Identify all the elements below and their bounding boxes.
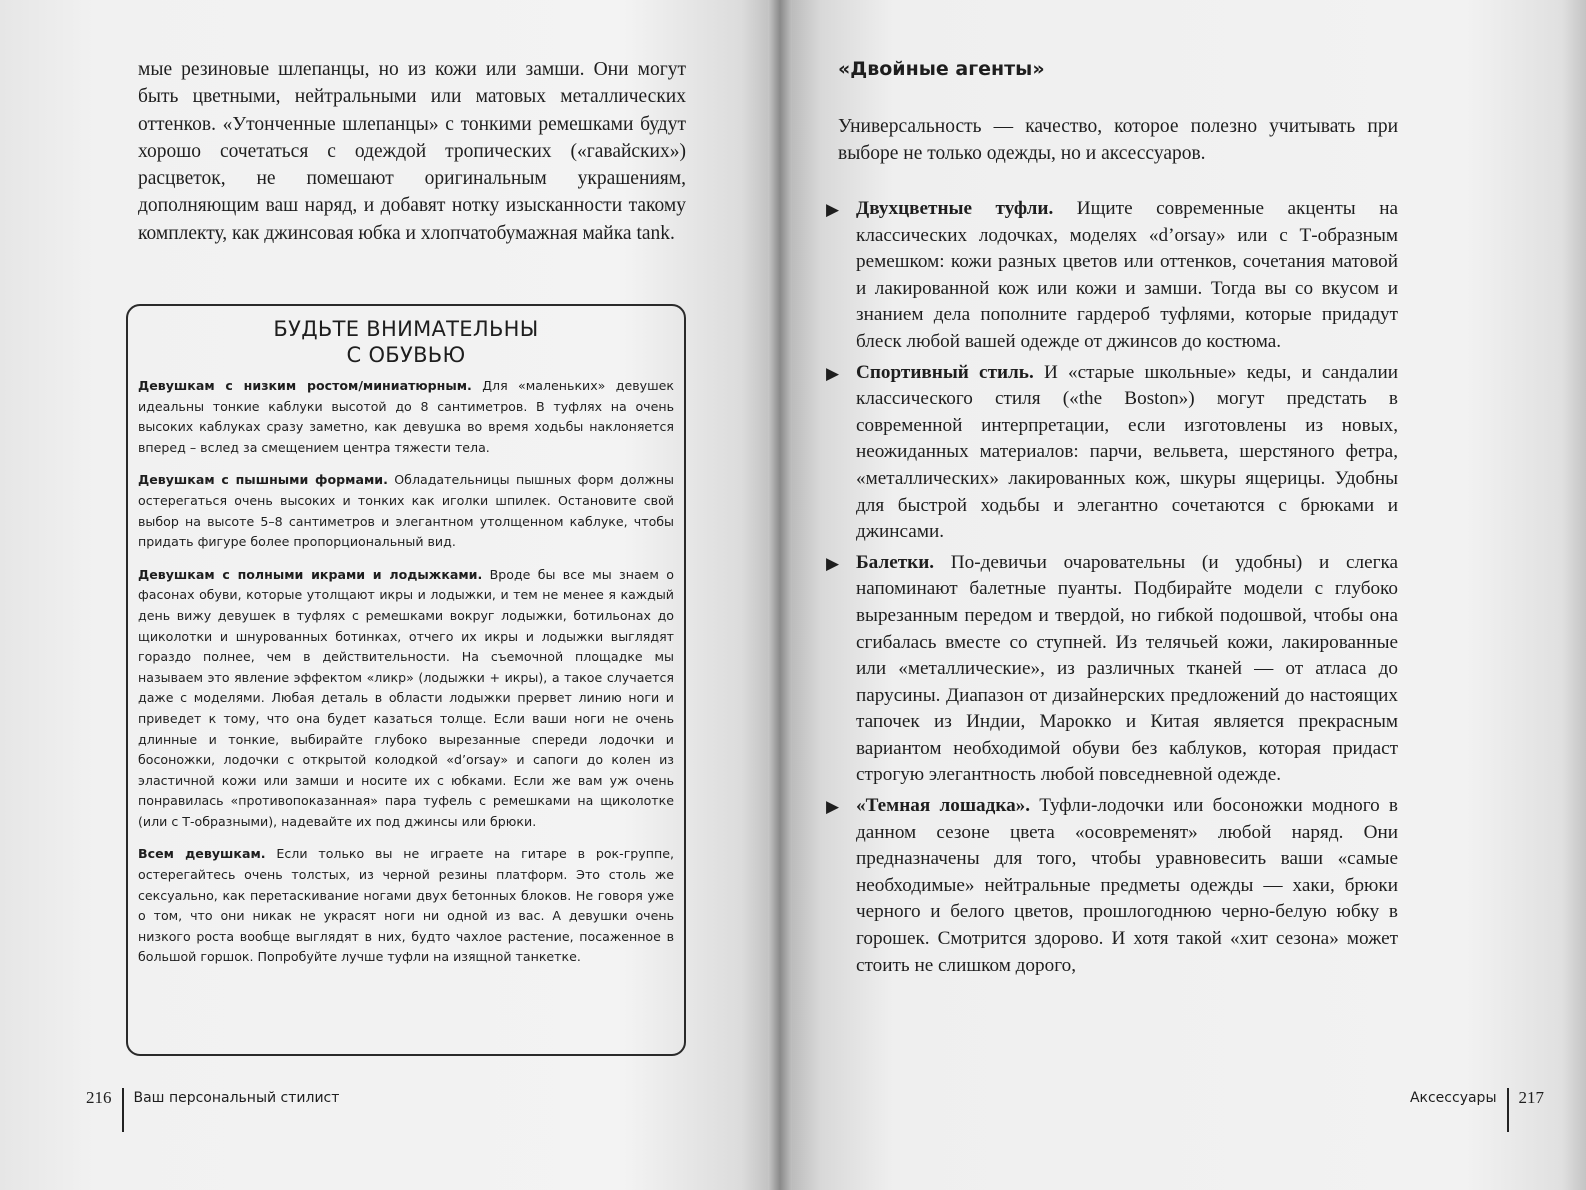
bullet-lead: «Темная лошадка». <box>856 795 1031 817</box>
sidebar-box <box>126 304 686 1056</box>
sidebar-paragraph-lead: Всем девушкам. <box>138 846 266 862</box>
sidebar-paragraph-lead: Девушкам с полными икрами и лодыжками. <box>138 566 483 582</box>
sidebar-title <box>138 316 674 368</box>
bullet-list <box>822 196 1398 983</box>
triangle-bullet-icon: ▶ <box>826 553 840 573</box>
sidebar-paragraph <box>138 470 674 552</box>
list-item <box>822 196 1398 356</box>
bullet-lead: Спортивный стиль. <box>856 361 1034 383</box>
left-footer <box>86 1088 339 1132</box>
section-heading: «Двойные агенты» <box>838 58 1045 80</box>
running-title: Аксессуары <box>1409 1090 1497 1106</box>
sidebar-paragraph-text: Вроде бы все мы знаем о фасонах обуви, которые утолщают икры и лодыжки, и тем не менее я каждый день вижу девушек в туфлях с ремешками вокруг лодыжки, ботильонах до щиколотки и шнурованных ботинках, отчего их икры и лодыжки выглядят гораздо полнее, чем в действительности. На съемочной площадке мы называем это явление эффектом «ликр» (лодыжки + икры), а такое случается даже с моделями. Любая деталь в области лодыжки прервет линию ноги и приведет к тому, что она будет казаться толще. Если ваши ноги не очень длинные и тонкие, выбирайте глубоко вырезанные спереди лодочки и босоножки, лодочки с открытой колодкой «d’orsay» и сапоги до колен из эластичной кожи или замши и носите их с юбками. Если же вам уж очень понравилась «противопоказанная» пара туфель с ремешками на щиколотке (или с Т-образными), надевайте их под джинсы или брюки. <box>138 566 674 829</box>
bullet-text: По-девичьи очаровательны (и удобны) и слегка напоминают балетные пуанты. Подбирайте модели с глубоко вырезанным передом и твердой, но гибкой подошвой, чтобы она сгибалась вместе со ступней. Из телячьей кожи, лакированные или «металлические», из различных тканей — от атласа до парусины. Диапазон от дизайнерских предложений до настоящих тапочек из Индии, Марокко и Китая является прекрасным вариантом необходимой обуви без каблуков, которая придаст строгую элегантность любой повседневной одежде. <box>856 551 1398 786</box>
sidebar-title-line2: С ОБУВЬЮ <box>346 343 466 367</box>
left-page <box>0 0 780 1190</box>
list-item <box>822 360 1398 546</box>
sidebar-title-line1: БУДЬТЕ ВНИМАТЕЛЬНЫ <box>273 317 539 341</box>
sidebar-paragraph <box>138 844 674 968</box>
right-intro-text: Универсальность — качество, которое полезно учитывать при выборе не только одежды, но и аксессуаров. <box>838 116 1398 165</box>
left-body-text: мые резиновые шлепанцы, но из кожи или замши. Они могут быть цветными, нейтральными или матовых металлических оттенков. «Утонченные шлепанцы» с тонкими ремешками будут хорошо сочетаться с одеждой тропических («гавайских») расцветок, не помешают оригинальным украшениям, дополняющим ваш наряд, и добавят нотку изысканности такому комплекту, как джинсовая юбка и хлопчатобумажная майка tank. <box>138 59 686 244</box>
sidebar-paragraph <box>138 565 674 833</box>
footer-divider <box>122 1088 124 1132</box>
list-item <box>822 550 1398 789</box>
bullet-text: Туфли-лодочки или босоножки модного в данном сезоне цвета «осовременят» любой наряд. Они предназначены для того, чтобы уравновесить ваши «самые необходимые» нейтральные предметы одежды — хаки, брюки черного и белого цветов, прошлогоднюю черно-белую юбку в горошек. Смотрится здорово. И хотя такой «хит сезона» может стоить не слишком дорого, <box>856 795 1398 976</box>
bullet-lead: Балетки. <box>856 551 935 573</box>
footer-divider <box>1507 1088 1509 1132</box>
sidebar-paragraph-lead: Девушкам с пышными формами. <box>138 472 388 488</box>
triangle-bullet-icon: ▶ <box>826 797 840 817</box>
sidebar-paragraph-text: Если только вы не играете на гитаре в рок-группе, остерегайтесь очень толстых, из черной резины платформ. Это столь же сексуально, как перетаскивание ногами двух бетонных блоков. Не говоря уже о том, что они никак не украсят ноги ни одной из вас. А девушки очень низкого роста вообще выглядят в них, будто чахлое растение, посаженное в большой горшок. Попробуйте лучше туфли на изящной танкетке. <box>138 846 674 965</box>
triangle-bullet-icon: ▶ <box>826 200 840 219</box>
page-number: 217 <box>1518 1088 1544 1107</box>
sidebar-paragraph-text: Для «маленьких» девушек идеальны тонкие каблуки высотой до 8 сантиметров. В туфлях на очень высоких каблуках сразу заметно, как девушка во время ходьбы наклоняется вперед – вслед за смещением центра тяжести тела. <box>138 378 674 455</box>
triangle-bullet-icon: ▶ <box>826 363 840 383</box>
sidebar-paragraph-text: Обладательницы пышных форм должны остерегаться очень высоких и тонких как иголки шпилек. Остановите свой выбор на высоте 5–8 сантиметров и элегантном утолщенном каблуке, чтобы придать фигуре более пропорциональный вид. <box>138 472 674 550</box>
right-footer <box>1410 1088 1544 1132</box>
list-item <box>822 793 1398 979</box>
bullet-text: Ищите современные акценты на классических лодочках, моделях «d’orsay» или с Т-образным ремешком: кожи разных цветов или оттенков, сочетания матовой и лакированной кож или кожи и замши. Тогда вы со вкусом и знанием дела пополните гардероб туфлями, которые придадут блеск любой вашей одежде от джинсов до костюма. <box>856 198 1399 352</box>
page-number: 216 <box>86 1088 112 1107</box>
running-title: Ваш персональный стилист <box>133 1090 340 1106</box>
book-gutter <box>768 0 792 1190</box>
bullet-text: И «старые школьные» кеды, и сандалии классического стиля («the Boston») могут предстать в современной интерпретации, если изготовлены из новых, неожиданных материалов: парчи, вельвета, шерстяного фетра, «металлических» лакированных кож, шкуры ящерицы. Удобны для быстрой ходьбы и элегантно сочетаются с брюками и джинсами. <box>856 361 1399 543</box>
sidebar-paragraph <box>138 376 674 458</box>
bullet-lead: Двухцветные туфли. <box>856 198 1054 219</box>
sidebar-paragraph-lead: Девушкам с низким ростом/миниатюрным. <box>138 378 472 393</box>
